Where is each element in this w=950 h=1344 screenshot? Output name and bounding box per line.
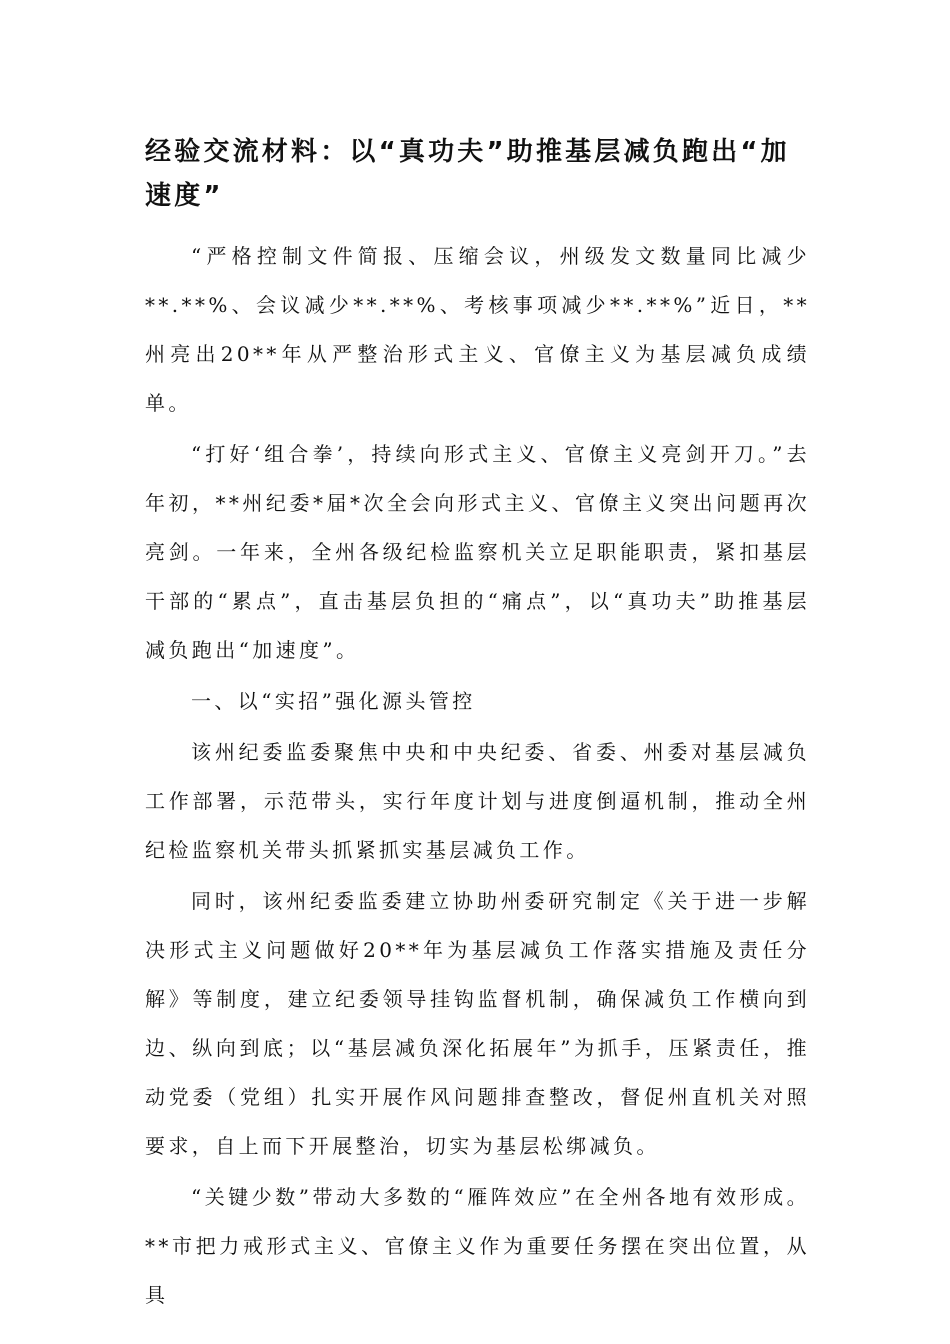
paragraph-key-minority: “关键少数”带动大多数的“雁阵效应”在全州各地有效形成。**市把力戒形式主义、官僚主义作为重要任务摆在突出位置，从具 <box>145 1185 810 1307</box>
paragraph-mechanism: 同时，该州纪委监委建立协助州委研究制定《关于进一步解决形式主义问题做好20**年为基层减负工作落实措施及责任分解》等制度，建立纪委领导挂钩监督机制，确保减负工作横向到边、纵向到底；以“基层减负深化拓展年”为抓手，压紧责任，推动党委（党组）扎实开展作风问题排查整改，督促州直机关对照要求，自上而下开展整治，切实为基层松绑减负。 <box>145 889 810 1158</box>
paragraph-combination-punch: “打好‘组合拳’，持续向形式主义、官僚主义亮剑开刀。”去年初，**州纪委*届*次全会向形式主义、官僚主义突出问题再次亮剑。一年来，全州各级纪检监察机关立足职能职责，紧扣基层干部的“累点”，直击基层负担的“痛点”，以“真功夫”助推基层减负跑出“加速度”。 <box>145 442 810 662</box>
paragraph-source-control: 该州纪委监委聚焦中央和中央纪委、省委、州委对基层减负工作部署，示范带头，实行年度计划与进度倒逼机制，推动全州纪检监察机关带头抓紧抓实基层减负工作。 <box>145 740 810 862</box>
section-heading-1: 一、以“实招”强化源头管控 <box>191 689 476 713</box>
paragraph-intro: “严格控制文件简报、压缩会议，州级发文数量同比减少**.**%、会议减少**.**%、考核事项减少**.**%”近日，**州亮出20**年从严整治形式主义、官僚主义为基层减负成绩单。 <box>145 244 810 415</box>
document-title: 经验交流材料：以“真功夫”助推基层减负跑出“加速度” <box>145 137 790 211</box>
document-body <box>145 232 810 1322</box>
